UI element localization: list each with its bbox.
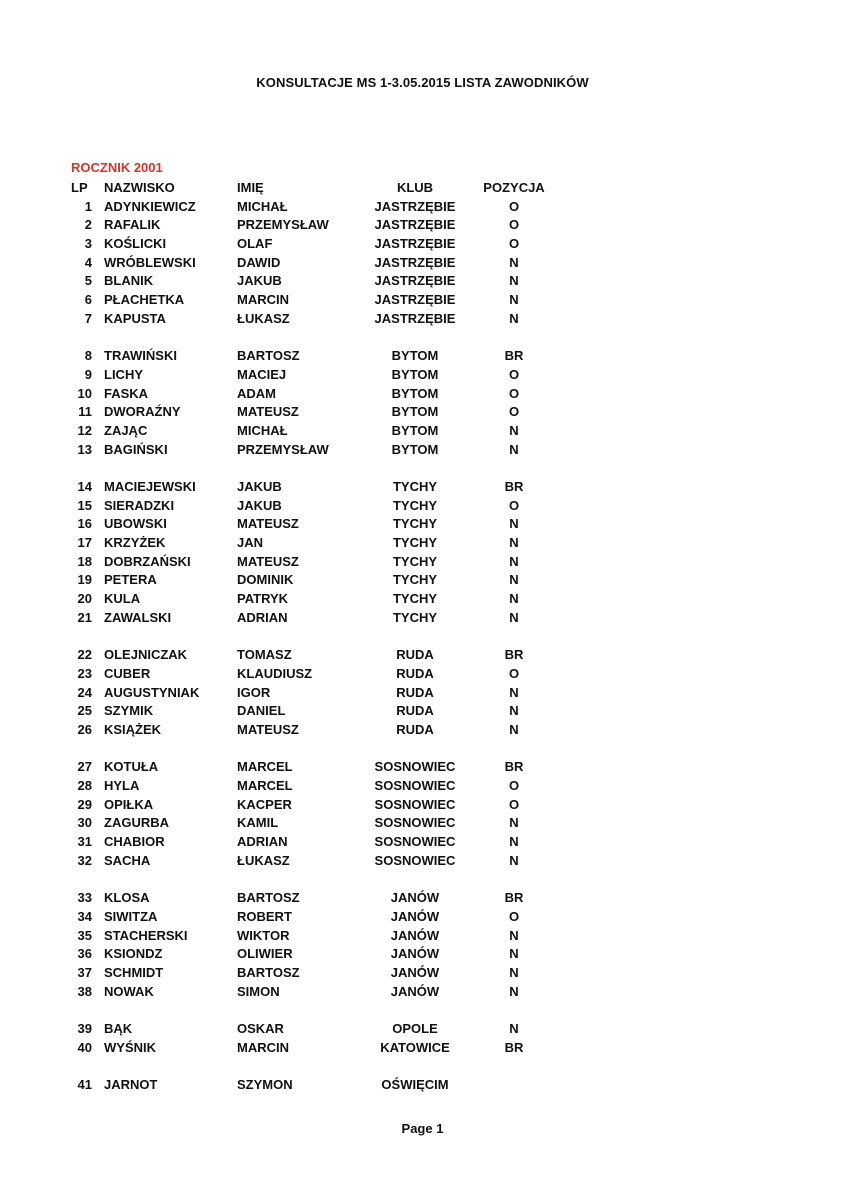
cell-position: N — [509, 609, 519, 625]
cell-name: KAMIL — [237, 815, 279, 831]
cell-club: JANÓW — [390, 927, 440, 943]
cell-club: SOSNOWIEC — [374, 796, 456, 812]
table-row — [0, 609, 845, 628]
cell-position: O — [508, 796, 520, 812]
cell-club: RUDA — [396, 665, 434, 681]
cell-name: PATRYK — [237, 591, 289, 607]
table-row — [0, 403, 845, 422]
cell-position: N — [509, 591, 519, 607]
cell-position: O — [508, 385, 520, 401]
cell-position: N — [509, 946, 519, 962]
cell-name: ŁUKASZ — [237, 852, 290, 868]
table-row — [0, 422, 845, 441]
cell-position: O — [508, 236, 520, 252]
cell-lp: 40 — [77, 1039, 92, 1055]
cell-position: BR — [504, 348, 524, 364]
cell-surname: DWORAŹNY — [104, 404, 181, 420]
cell-surname: OLEJNICZAK — [104, 647, 188, 663]
table-row — [0, 1020, 845, 1039]
cell-name: SIMON — [237, 983, 280, 999]
cell-position: N — [509, 852, 519, 868]
table-row — [0, 254, 845, 273]
cell-position: N — [509, 553, 519, 569]
cell-name: MATEUSZ — [237, 721, 299, 737]
cell-lp: 8 — [84, 348, 92, 364]
cell-lp: 14 — [77, 479, 92, 494]
cell-club: SOSNOWIEC — [374, 815, 456, 831]
cell-club: TYCHY — [392, 572, 438, 588]
cell-lp: 39 — [77, 1020, 92, 1036]
cell-lp: 11 — [78, 404, 92, 420]
cell-surname: JARNOT — [104, 1077, 158, 1092]
cell-lp: 34 — [77, 908, 92, 924]
table-row — [0, 497, 845, 516]
cell-surname: SIWITZA — [104, 908, 158, 924]
cell-lp: 25 — [77, 703, 92, 719]
cell-lp: 31 — [77, 834, 92, 850]
cell-surname: SCHMIDT — [104, 964, 164, 980]
cell-club: TYCHY — [392, 516, 438, 532]
cell-position: BR — [504, 479, 524, 494]
table-row — [0, 385, 845, 404]
table-row — [0, 665, 845, 684]
cell-position: N — [509, 516, 519, 532]
cell-lp: 16 — [77, 516, 92, 532]
cell-position: O — [508, 366, 520, 382]
cell-lp: 17 — [77, 535, 92, 551]
cell-club: JANÓW — [390, 908, 440, 924]
cell-surname: PŁACHETKA — [104, 292, 185, 308]
cell-club: JANÓW — [390, 890, 440, 906]
cell-position: N — [509, 273, 519, 289]
cell-surname: KOŚLICKI — [104, 236, 167, 252]
cell-surname: BAGIŃSKI — [104, 441, 168, 457]
cell-club: TYCHY — [392, 591, 438, 607]
cell-surname: BĄK — [104, 1020, 133, 1036]
cell-lp: 7 — [84, 310, 92, 326]
table-row — [0, 833, 845, 852]
cell-club: JASTRZĘBIE — [374, 254, 456, 270]
cell-club: JASTRZĘBIE — [374, 217, 456, 233]
table-row — [0, 310, 845, 329]
cell-club: JANÓW — [390, 946, 440, 962]
cell-name: DOMINIK — [237, 572, 294, 588]
cell-surname: ZAWALSKI — [104, 609, 172, 625]
table-header-row — [0, 179, 845, 198]
cell-name: MARCIN — [237, 1039, 289, 1055]
cell-position: BR — [504, 1039, 524, 1055]
cell-position: O — [508, 217, 520, 233]
cell-name: BARTOSZ — [237, 890, 300, 906]
cell-position: N — [509, 422, 519, 438]
cell-name: MARCIN — [237, 292, 289, 308]
cell-position: N — [509, 1020, 519, 1036]
cell-position: BR — [504, 890, 524, 906]
cell-name: JAKUB — [237, 273, 282, 289]
cell-lp: 6 — [84, 292, 92, 308]
cell-club: JASTRZĘBIE — [374, 198, 456, 214]
cell-name: MICHAŁ — [237, 422, 288, 438]
cell-name: ROBERT — [237, 908, 292, 924]
cell-name: ŁUKASZ — [237, 310, 290, 326]
table-row — [0, 889, 845, 908]
cell-surname: LICHY — [104, 366, 143, 382]
cell-position: N — [509, 572, 519, 588]
cell-lp: 9 — [84, 366, 92, 382]
cell-lp: 38 — [77, 983, 92, 999]
header-surname: NAZWISKO — [104, 180, 175, 195]
cell-position: N — [509, 983, 519, 999]
cell-name: MARCEL — [237, 778, 293, 793]
cell-club: TYCHY — [392, 479, 438, 494]
cell-surname: SACHA — [104, 852, 151, 868]
cell-lp: 36 — [77, 946, 92, 962]
cell-lp: 2 — [84, 217, 92, 233]
cell-name: MATEUSZ — [237, 516, 299, 532]
table-row — [0, 852, 845, 871]
cell-club: JANÓW — [390, 983, 440, 999]
table-row — [0, 1076, 845, 1095]
cell-lp: 20 — [77, 591, 92, 607]
cell-lp: 1 — [84, 198, 92, 214]
cell-club: SOSNOWIEC — [374, 834, 456, 850]
cell-lp: 26 — [77, 721, 92, 737]
cell-name: WIKTOR — [237, 927, 290, 943]
cell-club: BYTOM — [391, 404, 439, 420]
table-row — [0, 534, 845, 553]
cell-surname: UBOWSKI — [104, 516, 167, 532]
cell-lp: 3 — [84, 236, 92, 252]
cell-club: BYTOM — [391, 422, 439, 438]
table-row — [0, 515, 845, 534]
cell-position: N — [509, 815, 519, 831]
cell-position: N — [509, 964, 519, 980]
cell-name: MATEUSZ — [237, 553, 299, 569]
cell-lp: 30 — [77, 815, 92, 831]
table-row — [0, 908, 845, 927]
cell-lp: 23 — [77, 665, 92, 681]
cell-position: N — [509, 535, 519, 551]
cell-position: BR — [504, 759, 524, 775]
document-title: KONSULTACJE MS 1-3.05.2015 LISTA ZAWODNIKÓW — [256, 75, 589, 90]
cell-club: SOSNOWIEC — [374, 778, 456, 793]
cell-position: N — [509, 254, 519, 270]
cell-name: MACIEJ — [237, 366, 287, 382]
cell-position: N — [509, 310, 519, 326]
cell-position: N — [509, 834, 519, 850]
table-row — [0, 198, 845, 217]
cell-club: BYTOM — [391, 385, 439, 401]
cell-surname: ADYNKIEWICZ — [104, 198, 196, 214]
header-club: KLUB — [396, 180, 434, 195]
cell-name: DAWID — [237, 254, 281, 270]
cell-name: ADRIAN — [237, 609, 288, 625]
cell-lp: 27 — [77, 759, 92, 775]
cell-club: RUDA — [396, 684, 434, 700]
cell-club: OPOLE — [392, 1020, 438, 1036]
cell-surname: WYŚNIK — [104, 1039, 156, 1055]
cell-surname: TRAWIŃSKI — [104, 348, 177, 364]
cell-name: JAKUB — [237, 497, 282, 513]
cell-club: SOSNOWIEC — [374, 759, 456, 775]
cell-surname: ZAJĄC — [104, 422, 148, 438]
cell-surname: FASKA — [104, 385, 149, 401]
cell-name: OLAF — [237, 236, 273, 252]
table-row — [0, 366, 845, 385]
cell-name: OLIWIER — [237, 946, 293, 962]
cell-name: MICHAŁ — [237, 198, 288, 214]
cell-position: N — [509, 703, 519, 719]
cell-surname: STACHERSKI — [104, 927, 188, 943]
cell-club: BYTOM — [391, 366, 439, 382]
cell-name: PRZEMYSŁAW — [237, 441, 329, 457]
header-lp: LP — [71, 180, 88, 195]
year-group-label: ROCZNIK 2001 — [71, 160, 163, 175]
cell-name: TOMASZ — [237, 647, 292, 663]
cell-name: OSKAR — [237, 1020, 284, 1036]
cell-lp: 5 — [84, 273, 92, 289]
cell-club: KATOWICE — [380, 1039, 450, 1055]
cell-surname: MACIEJEWSKI — [104, 479, 196, 494]
table-body — [0, 198, 845, 1095]
cell-position: N — [509, 684, 519, 700]
cell-club: JASTRZĘBIE — [374, 236, 456, 252]
cell-surname: SIERADZKI — [104, 497, 175, 513]
cell-surname: KRZYŻEK — [104, 535, 166, 551]
cell-surname: CHABIOR — [104, 834, 165, 850]
page-number: Page 1 — [401, 1121, 444, 1136]
cell-position: O — [508, 665, 520, 681]
cell-surname: KAPUSTA — [104, 310, 166, 326]
table-row — [0, 777, 845, 796]
cell-surname: DOBRZAŃSKI — [104, 553, 191, 569]
cell-club: BYTOM — [391, 441, 439, 457]
cell-name: JAKUB — [237, 479, 282, 494]
cell-surname: BLANIK — [104, 273, 154, 289]
cell-lp: 35 — [77, 927, 92, 943]
cell-surname: AUGUSTYNIAK — [104, 684, 200, 700]
cell-lp: 15 — [77, 497, 92, 513]
cell-lp: 37 — [77, 964, 92, 980]
cell-name: BARTOSZ — [237, 348, 300, 364]
cell-club: TYCHY — [392, 553, 438, 569]
table-row — [0, 684, 845, 703]
cell-surname: CUBER — [104, 665, 151, 681]
table-row — [0, 553, 845, 572]
cell-name: PRZEMYSŁAW — [237, 217, 329, 233]
cell-club: OŚWIĘCIM — [381, 1077, 449, 1092]
cell-surname: KOTUŁA — [104, 759, 159, 775]
cell-surname: WRÓBLEWSKI — [104, 254, 196, 270]
cell-lp: 32 — [77, 852, 92, 868]
cell-name: ADRIAN — [237, 834, 288, 850]
cell-club: TYCHY — [392, 609, 438, 625]
table-row — [0, 796, 845, 815]
cell-position: N — [509, 292, 519, 308]
table-row — [0, 441, 845, 460]
cell-lp: 18 — [77, 553, 92, 569]
cell-surname: NOWAK — [104, 983, 154, 999]
cell-name: KACPER — [237, 796, 292, 812]
cell-club: SOSNOWIEC — [374, 852, 456, 868]
cell-name: MATEUSZ — [237, 404, 299, 420]
cell-position: N — [509, 721, 519, 737]
cell-club: TYCHY — [392, 535, 438, 551]
cell-lp: 19 — [77, 572, 92, 588]
table-row — [0, 945, 845, 964]
cell-lp: 10 — [77, 385, 92, 401]
cell-position: O — [508, 778, 520, 793]
cell-position: N — [509, 927, 519, 943]
cell-lp: 22 — [77, 647, 92, 663]
header-name: IMIĘ — [237, 180, 264, 195]
cell-name: ADAM — [237, 385, 276, 401]
cell-name: IGOR — [237, 684, 271, 700]
header-position: POZYCJA — [483, 180, 545, 195]
cell-name: BARTOSZ — [237, 964, 300, 980]
cell-name: KLAUDIUSZ — [237, 665, 313, 681]
cell-name: JAN — [237, 535, 264, 551]
table-row — [0, 478, 845, 497]
cell-lp: 41 — [77, 1077, 92, 1092]
table-row — [0, 983, 845, 1002]
cell-position: O — [508, 497, 520, 513]
table-row — [0, 721, 845, 740]
table-row — [0, 1039, 845, 1058]
cell-surname: ZAGURBA — [104, 815, 169, 831]
cell-surname: OPIŁKA — [104, 796, 154, 812]
cell-position: O — [508, 908, 520, 924]
table-row — [0, 291, 845, 310]
cell-club: RUDA — [396, 703, 434, 719]
cell-position: O — [508, 404, 520, 420]
table-row — [0, 646, 845, 665]
cell-club: RUDA — [396, 647, 434, 663]
cell-lp: 13 — [77, 441, 92, 457]
cell-club: RUDA — [396, 721, 434, 737]
cell-surname: RAFALIK — [104, 217, 161, 233]
cell-position: BR — [504, 647, 524, 663]
table-row — [0, 702, 845, 721]
cell-club: TYCHY — [392, 497, 438, 513]
cell-lp: 29 — [77, 796, 92, 812]
cell-surname: KSIĄŻEK — [104, 721, 162, 737]
table-row — [0, 964, 845, 983]
cell-surname: HYLA — [104, 778, 140, 793]
cell-surname: KSIONDZ — [104, 946, 163, 962]
table-row — [0, 571, 845, 590]
cell-club: JASTRZĘBIE — [374, 310, 456, 326]
cell-surname: KLOSA — [104, 890, 150, 906]
cell-name: SZYMON — [237, 1077, 293, 1092]
cell-lp: 33 — [77, 890, 92, 906]
cell-position: N — [509, 441, 519, 457]
table-row — [0, 235, 845, 254]
cell-lp: 12 — [77, 422, 92, 438]
table-row — [0, 272, 845, 291]
cell-surname: SZYMIK — [104, 703, 154, 719]
table-row — [0, 758, 845, 777]
table-row — [0, 590, 845, 609]
cell-club: JASTRZĘBIE — [374, 292, 456, 308]
table-row — [0, 814, 845, 833]
players-table — [0, 179, 845, 1095]
cell-club: JASTRZĘBIE — [374, 273, 456, 289]
cell-surname: KULA — [104, 591, 141, 607]
cell-position: O — [508, 198, 520, 214]
cell-lp: 24 — [77, 684, 92, 700]
cell-name: MARCEL — [237, 759, 293, 775]
table-row — [0, 927, 845, 946]
cell-club: BYTOM — [391, 348, 439, 364]
cell-lp: 28 — [77, 778, 92, 793]
cell-name: DANIEL — [237, 703, 286, 719]
table-row — [0, 216, 845, 235]
cell-surname: PETERA — [104, 572, 157, 588]
cell-lp: 4 — [84, 254, 92, 270]
cell-lp: 21 — [77, 609, 92, 625]
cell-club: JANÓW — [390, 964, 440, 980]
table-row — [0, 347, 845, 366]
